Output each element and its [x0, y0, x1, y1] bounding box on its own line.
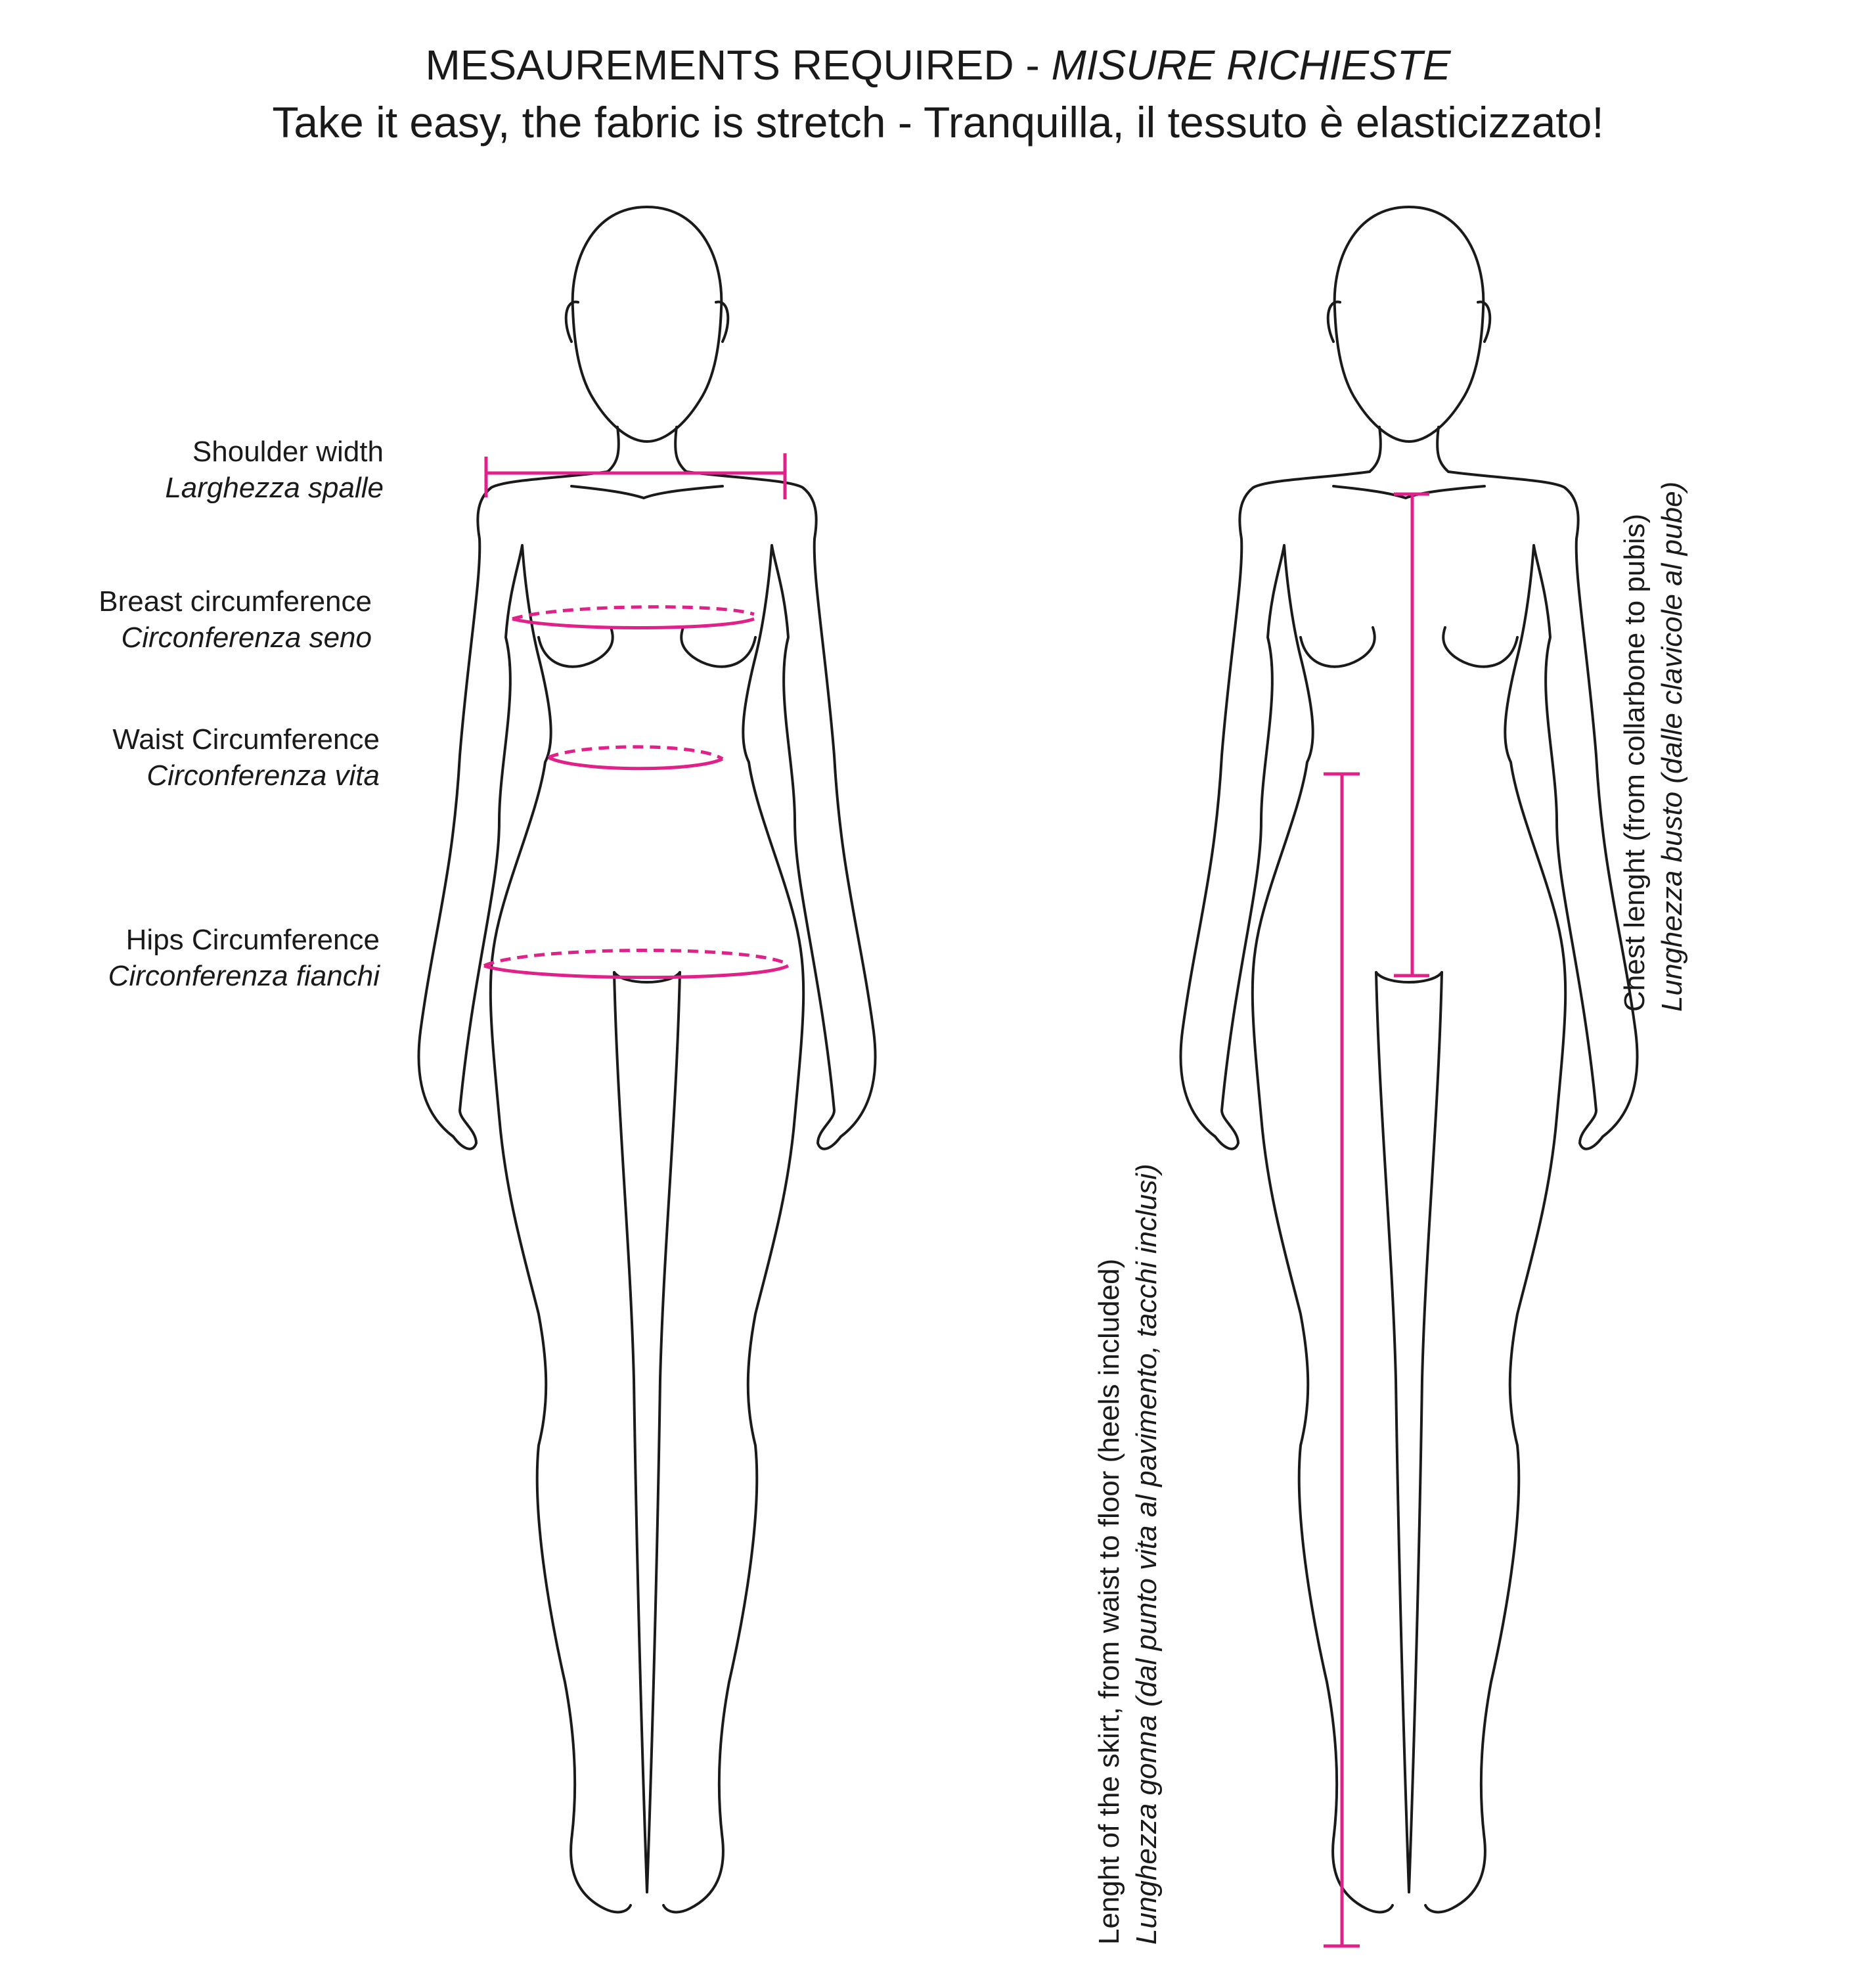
- right-figure-inner-legs: [1376, 972, 1442, 1892]
- right-figure-body-right: [1425, 472, 1638, 1912]
- waist-ellipse-front: [548, 758, 723, 769]
- hips-label-it: Circonferenza fianchi: [108, 960, 380, 992]
- right-figure-body-left: [1180, 472, 1393, 1912]
- left-figure-breasts: [539, 627, 755, 667]
- waist-label-en: Waist Circumference: [112, 723, 380, 756]
- breast-label: [99, 583, 372, 656]
- breast-label-en: Breast circumference: [99, 585, 372, 618]
- left-figure-body-right: [663, 472, 876, 1912]
- page-subtitle: Take it easy, the fabric is stretch - Tranquilla, il tessuto è elasticizzato!: [272, 98, 1604, 147]
- waist-ellipse-back: [548, 747, 723, 759]
- left-figure-head: [573, 207, 722, 442]
- chest-length-label-it: Lunghezza busto (dalle clavicole al pube): [1656, 481, 1689, 1012]
- left-figure-neck-left: [608, 427, 619, 472]
- title-italian: MISURE RICHIESTE: [1051, 41, 1451, 89]
- right-figure-neck-right: [1437, 427, 1448, 472]
- hips-label-en: Hips Circumference: [125, 924, 380, 956]
- left-measurements: [484, 453, 788, 978]
- breast-ellipse-back: [512, 607, 754, 619]
- hips-ellipse-front: [484, 966, 788, 978]
- right-figure: [1180, 207, 1637, 1912]
- right-figure-head: [1335, 207, 1484, 442]
- shoulder-label: [165, 434, 384, 506]
- shoulder-label-it: Larghezza spalle: [165, 472, 384, 504]
- chest-length-label: [1616, 482, 1691, 1012]
- right-figure-breasts: [1301, 627, 1517, 667]
- hips-label: [108, 922, 380, 994]
- waist-label: [112, 721, 380, 794]
- breast-label-it: Circonferenza seno: [121, 622, 372, 654]
- left-figure-neck-right: [675, 427, 686, 472]
- chest-length-label-en: Chest lenght (from collarbone to pubis): [1619, 513, 1651, 1012]
- title-english: MESAUREMENTS REQUIRED -: [425, 41, 1052, 89]
- shoulder-label-en: Shoulder width: [192, 436, 384, 468]
- left-figure-body-left: [418, 472, 631, 1912]
- skirt-length-label: [1090, 1164, 1165, 1945]
- skirt-length-label-it: Lunghezza gonna (dal punto vita al pavimento, tacchi inclusi): [1130, 1164, 1163, 1945]
- right-figure-collarbone: [1333, 486, 1485, 498]
- left-figure-collarbone: [571, 486, 723, 498]
- waist-label-it: Circonferenza vita: [146, 759, 380, 792]
- left-figure-inner-legs: [614, 972, 680, 1892]
- right-figure-neck-left: [1370, 427, 1381, 472]
- skirt-length-label-en: Lenght of the skirt, from waist to floor (heels included): [1093, 1258, 1125, 1945]
- breast-ellipse-front: [512, 619, 754, 628]
- hips-ellipse-back: [484, 950, 788, 966]
